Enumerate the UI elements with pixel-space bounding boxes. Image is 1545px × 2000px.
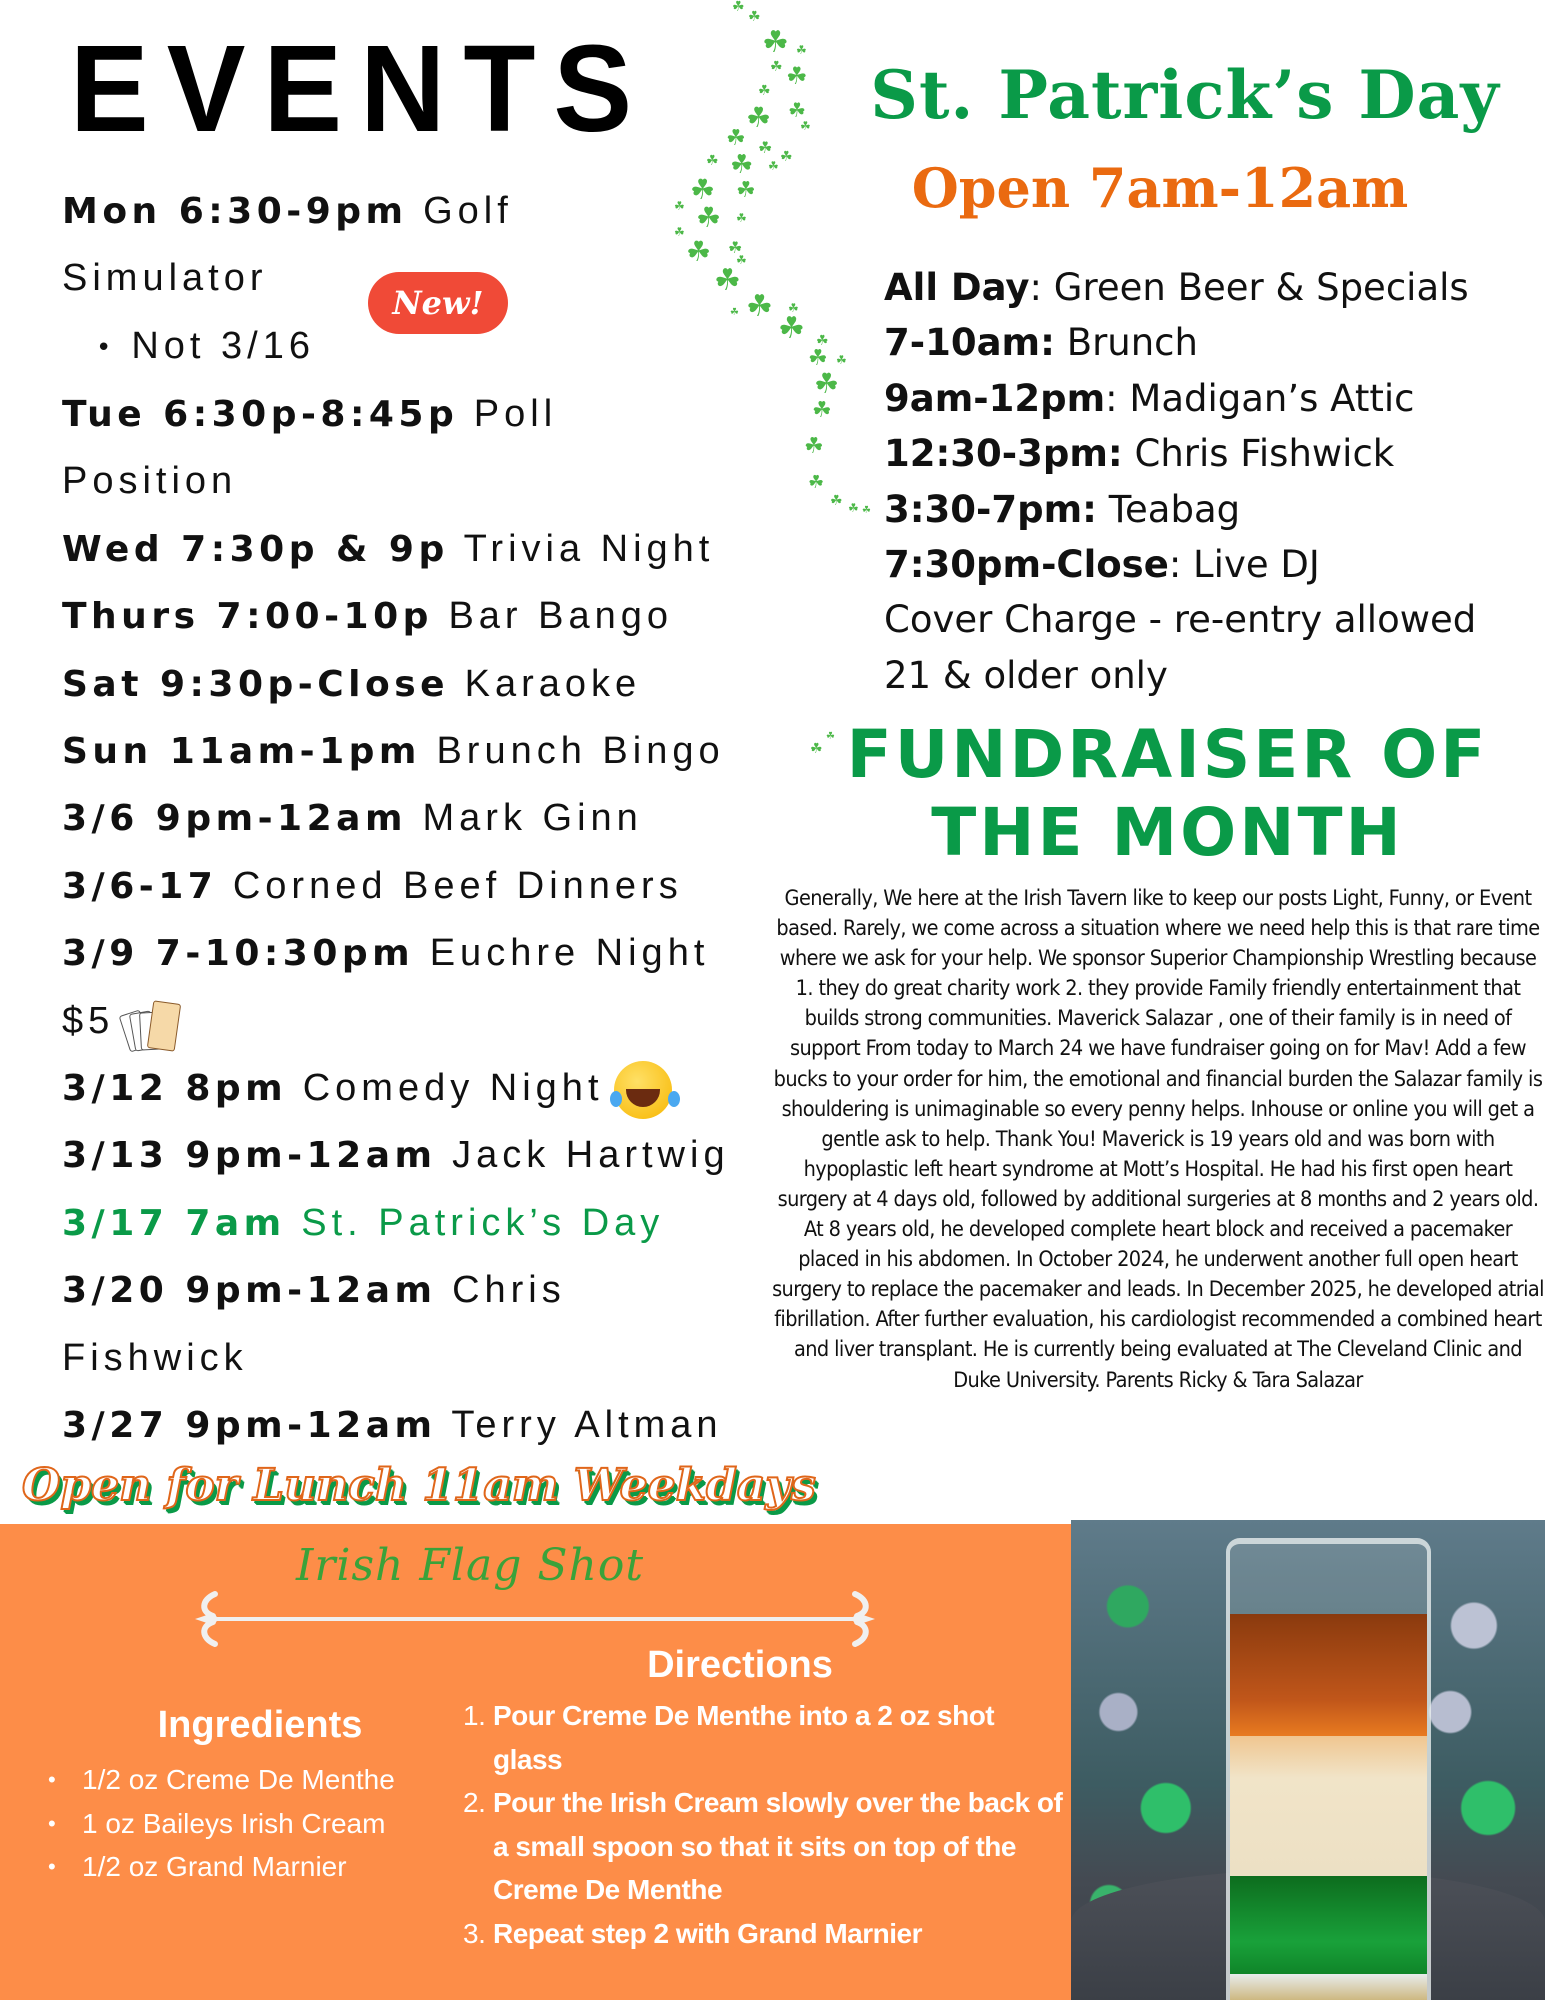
playing-cards-icon: [122, 994, 184, 1052]
shamrock-icon: ☘: [674, 225, 685, 239]
shamrock-icon: ☘: [730, 150, 754, 180]
shamrock-icon: ☘: [736, 178, 756, 203]
glass-base: [1230, 1974, 1427, 2000]
shamrock-icon: ☘: [800, 119, 811, 133]
shot-glass: [1226, 1538, 1431, 2000]
shamrock-icon: ☘: [736, 253, 747, 267]
shamrock-icon: ☘: [730, 307, 739, 318]
new-badge: New!: [368, 272, 508, 334]
shamrock-icon: ☘: [788, 98, 806, 122]
recipe-title: Irish Flag Shot: [295, 1540, 645, 1591]
ingredient-item: • 1/2 oz Grand Marnier: [48, 1845, 395, 1889]
irish-cream-layer: [1230, 1736, 1427, 1876]
shamrock-icon: ☘: [810, 741, 823, 757]
lunch-banner: Open for Lunch 11am Weekdays: [22, 1460, 816, 1511]
bullet-icon: •: [48, 1767, 56, 1792]
ornamental-divider: [185, 1586, 885, 1652]
event-line: Fishwick: [62, 1336, 248, 1379]
shamrock-icon: ☘: [732, 0, 745, 15]
shamrock-icon: ☘: [728, 238, 743, 257]
schedule-note: 21 & older only: [884, 653, 1168, 697]
schedule-item: 12:30-3pm: Chris Fishwick: [884, 432, 1395, 476]
shamrock-icon: ☘: [796, 43, 807, 57]
recipe-section: [0, 1524, 1071, 2000]
shamrock-icon: ☘: [674, 199, 685, 213]
schedule-item: All Day: Green Beer & Specials: [884, 266, 1469, 309]
irish-flag-shot-photo: [1071, 1520, 1545, 2000]
event-line: 3/13 9pm-12am Jack Hartwig: [62, 1134, 730, 1177]
grand-marnier-layer: [1230, 1614, 1427, 1736]
bullet-icon: •: [96, 332, 116, 363]
events-title: EVENTS: [70, 19, 651, 159]
shamrock-icon: ☘: [816, 333, 829, 349]
shamrock-icon: ☘: [808, 346, 828, 371]
shamrock-icon: ☘: [762, 25, 789, 60]
event-subnote: • Not 3/16: [96, 324, 315, 367]
shamrock-icon: ☘: [814, 367, 840, 400]
fundraiser-body: Generally, We here at the Irish Tavern like to keep our posts Light, Funny, or Event based. Rarely, we come across a situation where we need help this is that rare time where we ask for your help. We sponsor Superior Championship Wrestling because 1. they do great charity work 2. they provide Family friendly entertainment that builds strong communities. Maverick Salazar , one of their family is in need of support From today to March 24 we have fundraiser going on for Mav! Add a few bucks to your order for him, the emotional and financial burden the Salazar family is shouldering is unimaginable so every penny helps. Inhouse or online you will get a gentle ask to help. Thank You! Maverick is 19 years old and was born with hypoplastic left heart syndrome at Mott’s Hospital. He had his first open heart surgery at 4 days old, followed by additional surgeries at 8 months and 2 years old. At 8 years old, he developed complete heart block and received a pacemaker placed in his abdomen. In October 2024, he underwent another full open heart surgery to replace the pacemaker and leads. In December 2025, he developed atrial fibrillation. After further evaluation, his cardiologist recommended a combined heart and liver transplant. He is currently being evaluated at The Cleveland Clinic and Duke University. Parents Ricky & Tara Salazar: [772, 886, 1544, 1393]
event-line: Wed 7:30p & 9p Trivia Night: [62, 527, 715, 570]
shamrock-icon: ☘: [862, 505, 871, 516]
shamrock-icon: ☘: [826, 731, 835, 742]
event-line: Sat 9:30p-Close Karaoke: [62, 662, 642, 705]
shamrock-icon: ☘: [746, 289, 773, 324]
shamrock-icon: ☘: [758, 138, 773, 157]
event-line: Position: [62, 460, 238, 503]
ingredient-item: • 1/2 oz Creme De Menthe: [48, 1758, 395, 1802]
laughing-emoji-icon: [614, 1061, 672, 1119]
ingredient-item: • 1 oz Baileys Irish Cream: [48, 1802, 395, 1846]
event-line: Mon 6:30-9pm Golf: [62, 190, 513, 232]
shamrock-icon: ☘: [836, 353, 847, 367]
fundraiser-title: FUNDRAISER OF THE MONTH: [846, 716, 1489, 871]
st-patricks-hours: Open 7am-12am: [911, 156, 1409, 220]
shamrock-icon: ☘: [746, 101, 772, 134]
shamrock-icon: ☘: [812, 398, 832, 423]
event-line: Thurs 7:00-10p Bar Bango: [62, 595, 674, 638]
event-line: $5: [62, 988, 762, 1055]
shamrock-icon: ☘: [830, 493, 843, 509]
shamrock-icon: ☘: [714, 263, 741, 298]
shamrock-icon: ☘: [768, 159, 779, 173]
schedule-note: Cover Charge - re-entry allowed: [884, 598, 1477, 642]
ingredients-title: Ingredients: [157, 1704, 363, 1746]
bullet-icon: •: [48, 1854, 56, 1879]
direction-step: 1. Pour Creme De Menthe into a 2 oz shot glass: [463, 1700, 995, 1775]
shamrock-icon: ☘: [696, 201, 722, 234]
shamrock-icon: ☘: [788, 301, 799, 315]
shamrock-icon: ☘: [848, 501, 859, 515]
shamrock-icon: ☘: [778, 311, 805, 346]
shamrock-icon: ☘: [748, 9, 761, 25]
shamrock-icon: ☘: [804, 434, 824, 459]
event-line: 3/12 8pm Comedy Night: [62, 1055, 762, 1122]
shamrock-icon: ☘: [770, 59, 783, 75]
directions-title: Directions: [647, 1644, 833, 1686]
st-patricks-schedule: [884, 260, 1524, 703]
event-line: 3/27 9pm-12am Terry Altman: [62, 1404, 723, 1447]
event-line: Sun 11am-1pm Brunch Bingo: [62, 730, 725, 773]
schedule-item: 7:30pm-Close: Live DJ: [884, 543, 1320, 587]
bullet-icon: •: [48, 1810, 56, 1836]
ingredients-list: [48, 1758, 395, 1889]
schedule-item: 7-10am: Brunch: [884, 321, 1198, 365]
schedule-item: 9am-12pm: Madigan’s Attic: [884, 376, 1415, 420]
event-line: Tue 6:30p-8:45p Poll: [62, 393, 558, 436]
event-line: Simulator: [62, 257, 268, 300]
shamrock-icon: ☘: [686, 235, 712, 268]
event-line: 3/6 9pm-12am Mark Ginn: [62, 797, 643, 840]
shamrock-icon: ☘: [726, 126, 746, 151]
creme-de-menthe-layer: [1230, 1876, 1427, 1986]
direction-step: 3. Repeat step 2 with Grand Marnier: [463, 1917, 922, 1949]
st-patricks-title: St. Patrick’s Day: [870, 56, 1500, 134]
event-line: 3/9 7-10:30pm Euchre Night: [62, 932, 710, 975]
shamrock-icon: ☘: [706, 153, 719, 169]
event-line: 3/20 9pm-12am Chris: [62, 1269, 566, 1312]
shamrock-icon: ☘: [780, 149, 793, 165]
directions-list: [465, 1694, 1065, 1955]
shamrock-icon: ☘: [736, 211, 747, 225]
event-line-highlighted: 3/17 7am St. Patrick’s Day: [62, 1201, 665, 1244]
direction-step: 2. Pour the Irish Cream slowly over the back of a small spoon so that it sits on top of the Creme De Menthe: [463, 1787, 1063, 1905]
schedule-item: 3:30-7pm: Teabag: [884, 487, 1241, 531]
shamrock-icon: ☘: [786, 62, 808, 90]
event-line: 3/6-17 Corned Beef Dinners: [62, 864, 683, 907]
shamrock-icon: ☘: [758, 83, 771, 99]
shamrock-icon: ☘: [690, 173, 716, 206]
shamrock-icon: ☘: [808, 472, 825, 493]
